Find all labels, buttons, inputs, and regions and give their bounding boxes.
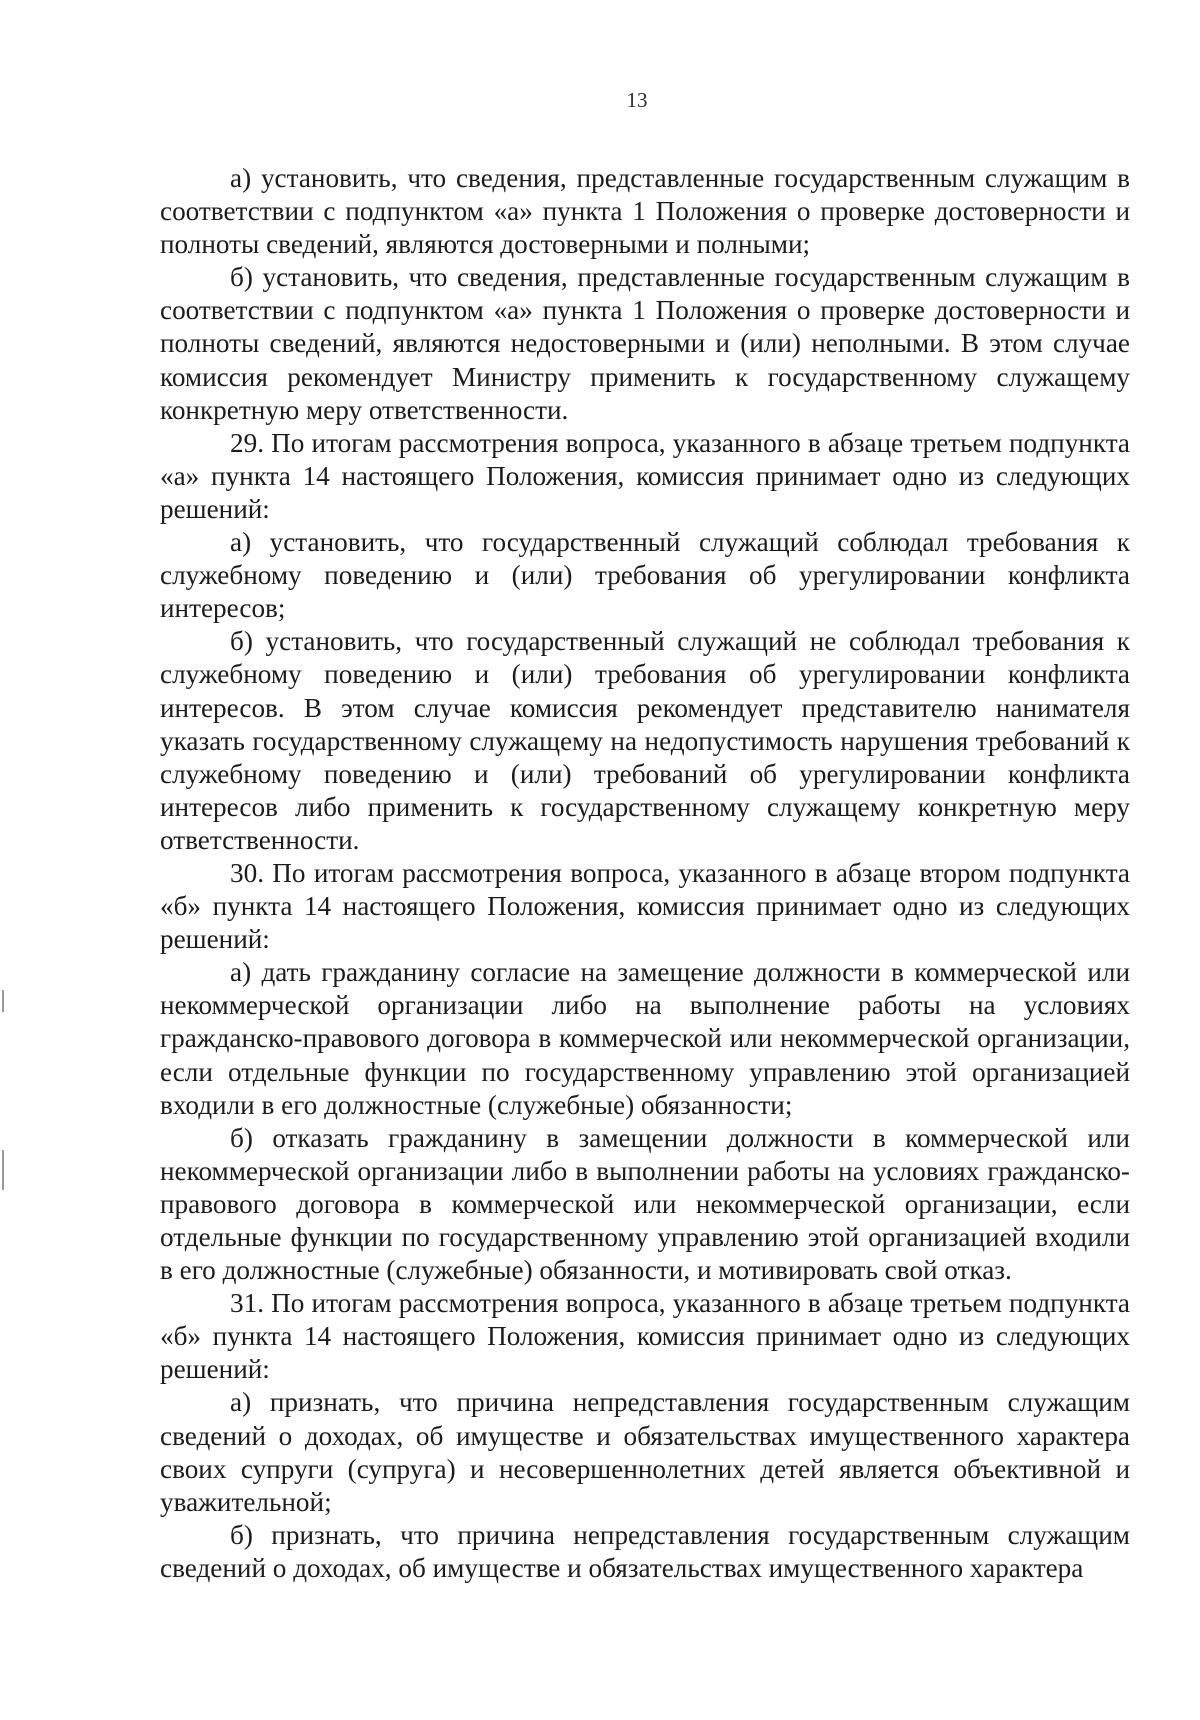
scan-edge-mark — [2, 1150, 4, 1190]
paragraph-30-a: а) дать гражданину согласие на замещение должности в коммерческой или некоммерческой организации либо на выполнение работы на условиях гражданско-правового договора в коммерческой или некоммерческой организации, если отдельные функции по государственному управлению этой организацией входили в его должностные (служебные) обязанности; — [160, 957, 1130, 1120]
paragraph-30-b: б) отказать гражданину в замещении должности в коммерческой или некоммерческой организации либо в выполнении работы на условиях гражданско-правового договора в коммерческой или некоммерческой организации, если отдельные функции по государственному управлению этой организацией входили в его должностные (служебные) обязанности, и мотивировать свой отказ. — [160, 1122, 1130, 1286]
paragraph-29-a: а) установить, что государственный служащий соблюдал требования к служебному поведению и (или) требования об урегулировании конфликта интересов; — [160, 527, 1130, 624]
paragraph-30: 30. По итогам рассмотрения вопроса, указанного в абзаце втором подпункта «б» пункта 14 настоящего Положения, комиссия принимает одно из следующих решений: — [160, 857, 1130, 955]
paragraph-31-b: б) признать, что причина непредставления государственным служащим сведений о доходах, об имуществе и обязательствах имущественного характера — [160, 1519, 1130, 1583]
document-body — [160, 162, 1130, 1585]
page-number: 13 — [626, 88, 648, 112]
paragraph-28-b: б) установить, что сведения, представленные государственным служащим в соответствии с подпунктом «а» пункта 1 Положения о проверке достоверности и полноты сведений, являются недостоверными и (или) неполными. В этом случае комиссия рекомендует Министру применить к государственному служащему конкретную меру ответственности. — [160, 262, 1130, 425]
paragraph-29: 29. По итогам рассмотрения вопроса, указанного в абзаце третьем подпункта «а» пункта 14 настоящего Положения, комиссия принимает одно из следующих решений: — [160, 427, 1130, 524]
paragraph-28-a: а) установить, что сведения, представленные государственным служащим в соответствии с подпунктом «а» пункта 1 Положения о проверке достоверности и полноты сведений, являются достоверными и полными; — [160, 163, 1130, 260]
paragraph-31: 31. По итогам рассмотрения вопроса, указанного в абзаце третьем подпункта «б» пункта 14 настоящего Положения, комиссия принимает одно из следующих решений: — [160, 1288, 1130, 1385]
paragraph-29-b: б) установить, что государственный служащий не соблюдал требования к служебному поведению и (или) требования об урегулировании конфликта интересов. В этом случае комиссия рекомендует представителю нанимателя указать государственному служащему на недопустимость нарушения требований к служебному поведению и (или) требований об урегулировании конфликта интересов либо применить к государственному служащему конкретную меру ответственности. — [160, 626, 1130, 855]
paragraph-31-a: а) признать, что причина непредставления государственным служащим сведений о доходах, об имуществе и обязательствах имущественного характера своих супруги (супруга) и несовершеннолетних детей является объективной и уважительной; — [160, 1387, 1130, 1517]
scan-edge-mark — [2, 990, 4, 1012]
